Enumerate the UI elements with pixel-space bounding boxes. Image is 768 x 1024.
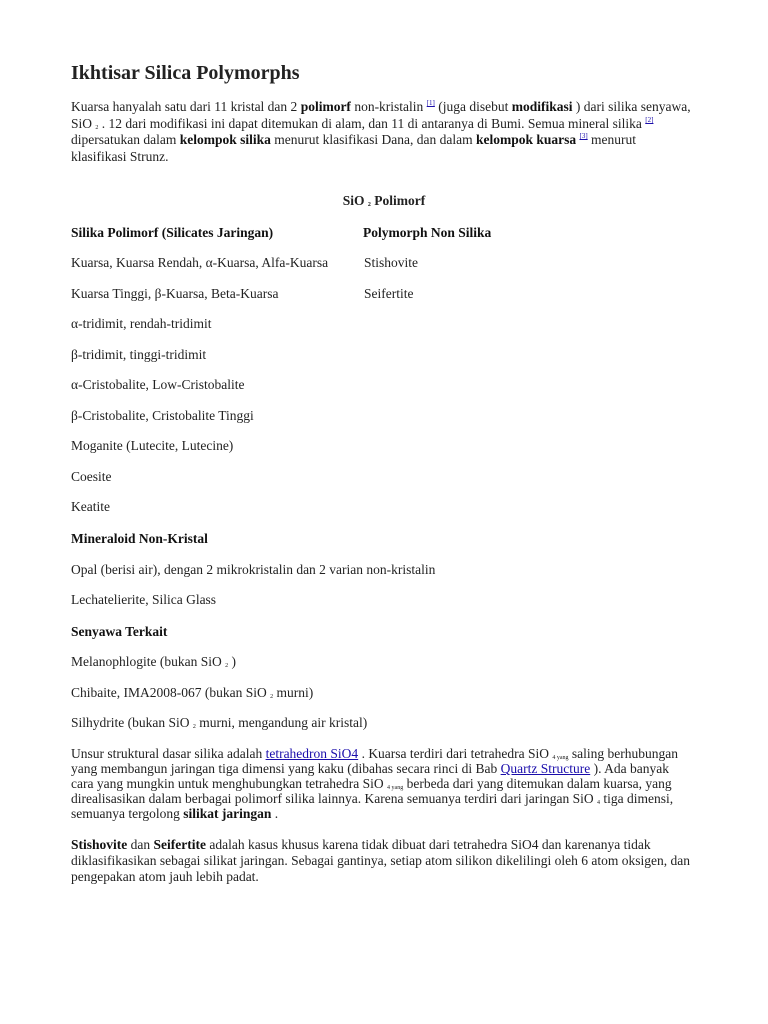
subscript: 4 yang (552, 755, 569, 761)
bold-silikat-jaringan: silikat jaringan (183, 806, 272, 821)
related-item-text: Chibaite, IMA2008-067 (bukan SiO (71, 685, 271, 700)
subscript: 4 (596, 800, 600, 806)
structural-text: tiga dimensi, semuanya tergolong (71, 791, 674, 821)
stishovite-paragraph (71, 837, 693, 885)
intro-text: (juga disebut (434, 99, 512, 114)
table-row-left: α-tridimit, rendah-tridimit (71, 316, 212, 331)
related-heading: Senyawa Terkait (71, 624, 168, 639)
subscript: 2 (270, 694, 274, 700)
table-row-left: Keatite (71, 499, 110, 514)
structural-text: berbeda dari yang ditemukan dalam kuarsa, yang direalisasikan dalam berbagai polimorf silika lainnya. Karena semuanya terdiri dari jaringan SiO (71, 776, 672, 806)
intro-text: menurut klasifikasi Dana, dan dalam (270, 132, 476, 147)
table-row-left: α-Cristobalite, Low-Cristobalite (71, 377, 245, 392)
related-item-text: murni) (273, 685, 314, 700)
subscript: 4 yang (387, 785, 404, 791)
bold-stishovite: Stishovite (71, 837, 128, 852)
bold-seifertite: Seifertite (153, 837, 206, 852)
footnote-ref-3[interactable]: [3] (579, 132, 588, 140)
intro-bold-kelompok-silika: kelompok silika (179, 132, 271, 147)
related-item-text: Silhydrite (bukan SiO (71, 715, 193, 730)
structural-text: saling berhubungan yang membangun jaringan tiga dimensi yang kaku (dibahas secara rinci di Bab (71, 746, 679, 776)
intro-bold-kelompok-kuarsa: kelompok kuarsa (475, 132, 577, 147)
intro-text: Kuarsa hanyalah satu dari 11 kristal dan 2 (71, 99, 301, 114)
intro-text: non-kristalin (350, 99, 427, 114)
footnote-ref-1[interactable]: [1] (426, 99, 435, 107)
subscript: 2 (95, 124, 99, 131)
structural-paragraph (71, 746, 693, 821)
mineraloid-heading: Mineraloid Non-Kristal (71, 531, 208, 546)
structural-text: . Kuarsa terdiri dari tetrahedra SiO (358, 746, 553, 761)
intro-text: menurut klasifikasi Strunz. (71, 132, 637, 164)
mineraloid-item: Opal (berisi air), dengan 2 mikrokristalin dan 2 varian non-kristalin (71, 562, 436, 577)
table-row-left: Kuarsa Tinggi, β-Kuarsa, Beta-Kuarsa (71, 286, 279, 301)
related-item (71, 654, 236, 670)
intro-text: . 12 dari modifikasi ini dapat ditemukan di alam, dan 11 di antaranya di Bumi. Semua mineral silika (98, 115, 646, 131)
table-title (0, 193, 768, 209)
table-header-left: Silika Polimorf (Silicates Jaringan) (71, 225, 274, 240)
structural-text: Unsur struktural dasar silika adalah (71, 746, 266, 761)
tetrahedron-link[interactable]: tetrahedron SiO4 (265, 746, 359, 761)
intro-text: dipersatukan dalam (71, 132, 180, 147)
table-row-left: β-tridimit, tinggi-tridimit (71, 347, 207, 362)
intro-bold-polimorf: polimorf (300, 99, 351, 114)
mineraloid-item: Lechatelierite, Silica Glass (71, 592, 217, 607)
intro-bold-modifikasi: modifikasi (511, 99, 573, 114)
table-title-text: Polimorf (370, 193, 426, 208)
structural-text: . (271, 806, 279, 821)
related-item-text: Melanophlogite (bukan SiO (71, 654, 226, 669)
table-row-left: Coesite (71, 469, 112, 484)
intro-paragraph (71, 99, 693, 165)
table-row-left: Kuarsa, Kuarsa Rendah, α-Kuarsa, Alfa-Kuarsa (71, 255, 329, 270)
page-title: Ikhtisar Silica Polymorphs (71, 62, 300, 84)
related-item-text: murni, mengandung air kristal) (195, 715, 368, 730)
table-row-right: Stishovite (364, 255, 419, 270)
related-item-text: ) (228, 654, 236, 669)
table-title-text: SiO (342, 193, 368, 208)
subscript: 2 (225, 663, 229, 669)
quartz-structure-link[interactable]: Quartz Structure (500, 761, 591, 776)
stishovite-text: dan (127, 837, 154, 852)
related-item (71, 685, 313, 701)
structural-text: ). Ada banyak cara yang mungkin untuk menghubungkan tetrahedra SiO (71, 761, 669, 791)
table-row-left: β-Cristobalite, Cristobalite Tinggi (71, 408, 254, 423)
table-row-right: Seifertite (364, 286, 414, 301)
intro-text: ) dari silika senyawa, SiO (71, 99, 691, 131)
table-row-left: Moganite (Lutecite, Lutecine) (71, 438, 234, 453)
table-header-right: Polymorph Non Silika (363, 225, 492, 240)
footnote-ref-2[interactable]: [2] (645, 115, 654, 124)
related-item (71, 715, 367, 731)
stishovite-text: adalah kasus khusus karena tidak dibuat dari tetrahedra SiO4 dan karenanya tidak diklasifikasikan sebagai silikat jaringan. Sebagai gantinya, setiap atom silikon dikelilingi oleh 6 atom oksigen, dan pengepakan atom jauh lebih padat. (71, 837, 690, 884)
subscript: 2 (367, 202, 371, 208)
subscript: 2 (192, 724, 196, 730)
